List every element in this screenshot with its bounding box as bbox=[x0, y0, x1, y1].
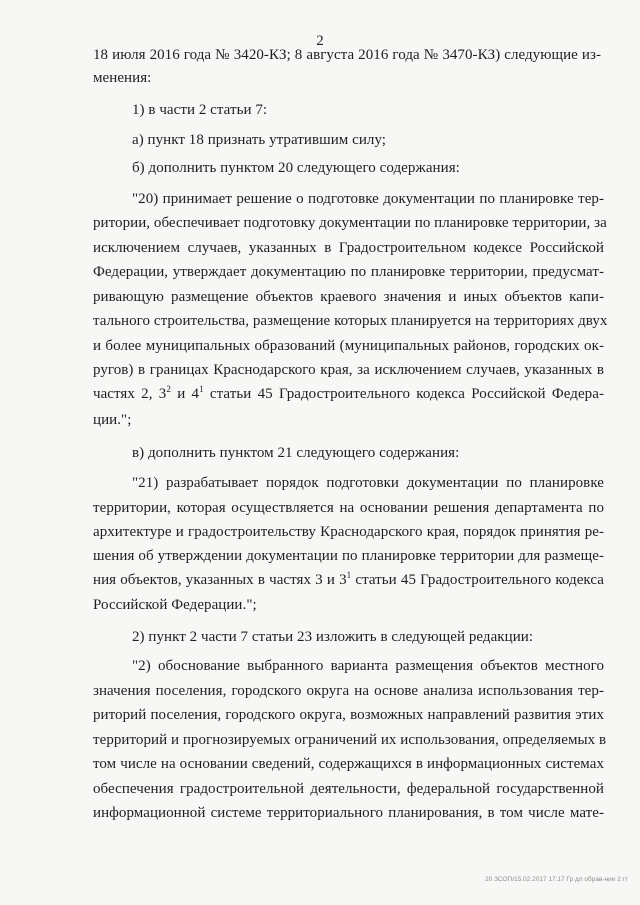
text-line-with-superscript: ния объектов, указанных в частях 3 и $3^1$ статьи 45 Градостроительного кодекса bbox=[93, 570, 604, 588]
footer-file-stamp: 20 ЗСОП/15.02.2017 17:17 Гр дл обрав-ние 2 гт bbox=[485, 876, 628, 883]
text-line: риторий поселения, городского округа, возможных направлений развития этих bbox=[93, 707, 604, 723]
text-line: ривающую размещение объектов краевого значения и иных объектов капи- bbox=[93, 289, 604, 305]
text-line: ции."; bbox=[93, 412, 132, 428]
text-line: "21) разрабатывает порядок подготовки документации по планировке bbox=[132, 475, 604, 491]
text-line: территорий и прогнозируемых ограничений их использования, определяемых в bbox=[93, 732, 607, 748]
text-line: шения об утверждении документации по планировке территории для размеще- bbox=[93, 548, 604, 564]
superscript: 1 bbox=[199, 384, 204, 394]
text-line: а) пункт 18 признать утратившим силу; bbox=[132, 132, 387, 148]
text-line: архитектуре и градостроительству Краснодарского края, порядок принятия ре- bbox=[93, 524, 604, 540]
text-line-with-superscripts: частях 2, $3^2$ и $4^1$ статьи 45 Градостроительного кодекса Российской Федера- bbox=[93, 384, 604, 402]
text-line: "20) принимает решение о подготовке документации по планировке тер- bbox=[132, 191, 604, 207]
superscript: 1 bbox=[346, 570, 352, 580]
text-line: территории, которая осуществляется на основании решения департамента по bbox=[93, 500, 604, 516]
text-line: 1) в части 2 статьи 7: bbox=[132, 102, 268, 118]
text-line: исключением случаев, указанных в Градостроительном кодексе Российской bbox=[93, 240, 604, 256]
text-line: б) дополнить пунктом 20 следующего содержания: bbox=[132, 160, 460, 176]
text-line: ругов) в границах Краснодарского края, за исключением случаев, указанных в bbox=[93, 362, 604, 378]
text-line: том числе на основании сведений, содержащихся в информационных системах bbox=[93, 756, 604, 772]
page-number: 2 bbox=[316, 33, 324, 49]
text-line: ритории, обеспечивает подготовку документации по планировке территории, за bbox=[93, 215, 607, 231]
text-line: обеспечения градостроительной деятельности, федеральной государственной bbox=[93, 781, 604, 797]
text-line: Федерации, утверждает документацию по планировке территории, предусмат- bbox=[93, 264, 604, 280]
text-line: значения поселения, городского округа на основе анализа использования тер- bbox=[93, 683, 604, 699]
text-line: 2) пункт 2 части 7 статьи 23 изложить в следующей редакции: bbox=[132, 629, 534, 645]
text-line: информационной системе территориального планирования, в том числе мате- bbox=[93, 805, 604, 821]
text-line: тального строительства, размещение которых планируется на территориях двух bbox=[93, 313, 608, 329]
text-line: 18 июля 2016 года № 3420-КЗ; 8 августа 2016 года № 3470-КЗ) следующие из- bbox=[93, 47, 601, 63]
text-line: Российской Федерации."; bbox=[93, 597, 257, 613]
text-line: в) дополнить пунктом 21 следующего содержания: bbox=[132, 445, 460, 461]
superscript: 2 bbox=[166, 384, 171, 394]
text-line: "2) обоснование выбранного варианта размещения объектов местного bbox=[132, 658, 604, 674]
text-line: менения: bbox=[93, 70, 152, 86]
text-line: и более муниципальных образований (муниципальных районов, городских ок- bbox=[93, 338, 604, 354]
